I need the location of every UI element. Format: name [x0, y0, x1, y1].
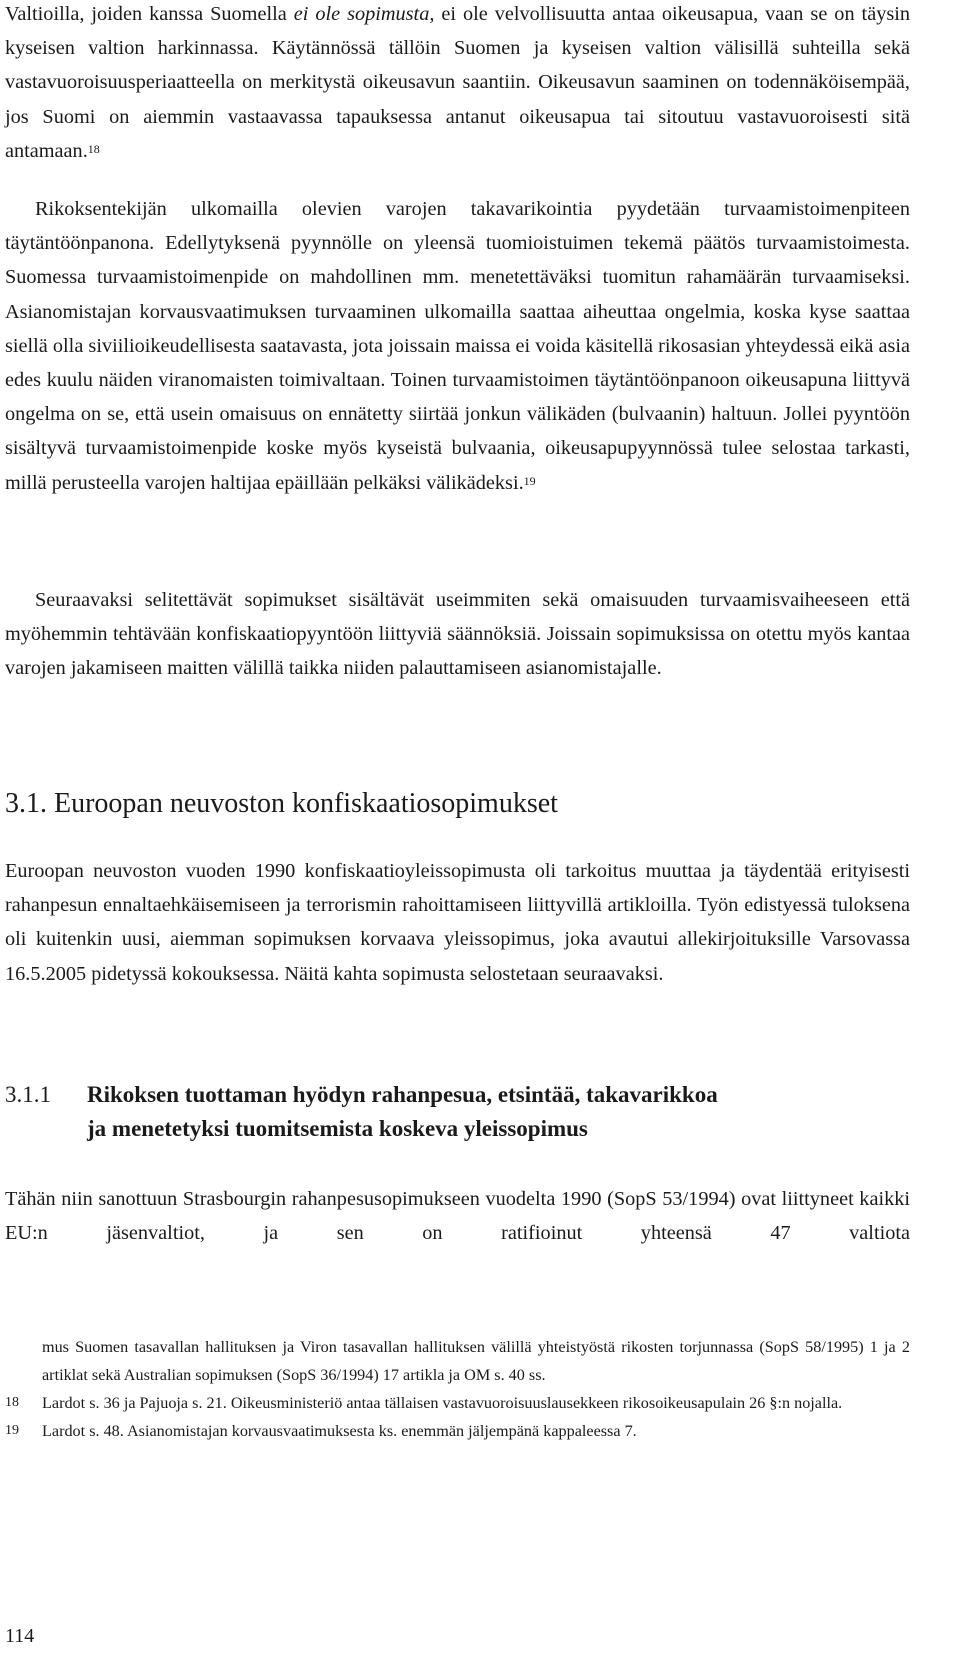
paragraph-legal-assistance-no-treaty [5, 0, 910, 168]
section-number: 3.1.1 [5, 1082, 51, 1107]
section-title-line: ja menetetyksi tuomitsemista koskeva yleissopimus [87, 1116, 588, 1141]
page-number: 114 [5, 1625, 35, 1647]
footnote-text: Lardot s. 36 ja Pajuoja s. 21. Oikeusministeriö antaa tällaisen vastavuoroisuuslausekkeen rikosoikeusapulain 26 §:n nojalla. [42, 1394, 843, 1412]
paragraph-text: Valtioilla, joiden kanssa Suomella [5, 3, 294, 25]
paragraph-text: ei ole velvollisuutta antaa oikeusapua, vaan se on täysin kyseisen valtion harkinnassa. Käytännössä tällöin Suomen ja kyseisen valtion välisillä suhteilla sekä vastavuoroisuusperiaatteella on merkitystä oikeusavun saantiin. Oikeusavun saaminen on todennäköisempää, jos Suomi on aiemmin vastaavassa tapauksessa antanut oikeusapua tai sitoutuu vastavuoroisesti sitä antamaan. [5, 3, 911, 162]
section-heading-3-1: 3.1. Euroopan neuvoston konfiskaatiosopimukset [5, 788, 558, 819]
footnote-19 [5, 1417, 910, 1445]
footnote-text: Lardot s. 48. Asianomistajan korvausvaatimuksesta ks. enemmän jäljempänä kappaleessa 7. [42, 1422, 637, 1440]
footnote-number: 19 [5, 1423, 19, 1438]
footnotes [5, 1333, 910, 1445]
emphasis-text: ei ole sopimusta, [293, 3, 435, 25]
footnote-reference[interactable]: 19 [523, 473, 536, 488]
paragraph-asset-seizure [5, 192, 910, 500]
paragraph-agreements-overview: Seuraavaksi selitettävät sopimukset sisältävät useimmiten sekä omaisuuden turvaamisvaiheeseen että myöhemmin tehtävään konfiskaatiopyyntöön liittyviä säännöksiä. Joissain sopimuksissa on otettu myös kantaa varojen jakamiseen maitten välillä taikka niiden palauttamiseen asianomistajalle. [5, 589, 910, 680]
footnote-number: 18 [5, 1395, 19, 1410]
footnote-18 [5, 1389, 910, 1417]
paragraph-text: Rikoksentekijän ulkomailla olevien varojen takavarikointia pyydetään turvaamistoimenpiteen täytäntöönpanona. Edellytyksenä pyynnölle on yleensä tuomioistuimen tekemä päätös turvaamistoimesta. Suomessa turvaamistoimenpide on mahdollinen mm. menetettäväksi tuomitun rahamäärän turvaamiseksi. Asianomistajan korvausvaatimuksen turvaaminen ulkomailla saattaa aiheuttaa ongelmia, koska kyse saattaa siellä olla siviilioikeudellisesta saatavasta, jota joissain maissa ei voida käsitellä rikosasian yhteydessä eikä asia edes kuulu näiden viranomaisten toimivaltaan. Toinen turvaamistoimen täytäntöönpanoon oikeusapuna liittyvä ongelma on se, että usein omaisuus on ennätetty siirtää jonkun välikäden (bulvaanin) haltuun. Jollei pyyntöön sisältyvä turvaamistoimenpide koske myös kyseistä bulvaania, oikeusapupyynnössä tulee selostaa tarkasti, millä perusteella varojen haltijaa epäillään pelkäksi välikädeksi. [5, 198, 910, 494]
paragraph-council-of-europe: Euroopan neuvoston vuoden 1990 konfiskaatioyleissopimusta oli tarkoitus muuttaa ja täydentää erityisesti rahanpesun ennaltaehkäisemiseen ja terrorismin rahoittamiseen liittyvillä artikloilla. Työn edistyessä tuloksena oli kuitenkin uusi, aiemman sopimuksen korvaava yleissopimus, joka avautui allekirjoituksille Varsovassa 16.5.2005 pidetyssä kokouksessa. Näitä kahta sopimusta selostetaan seuraavaksi. [5, 860, 910, 985]
footnote-continuation [5, 1333, 910, 1389]
footnote-reference[interactable]: 18 [87, 141, 100, 156]
paragraph-strasbourg-convention: Tähän niin sanottuun Strasbourgin rahanpesusopimukseen vuodelta 1990 (SopS 53/1994) ovat liittyneet kaikki EU:n jäsenvaltiot, ja sen on ratifioinut yhteensä 47 valtiota [5, 1188, 910, 1245]
footnote-text: mus Suomen tasavallan hallituksen ja Viron tasavallan hallituksen välillä yhteistyöstä rikosten torjunnassa (SopS 58/1995) 1 ja 2 artiklat sekä Australian sopimuksen (SopS 36/1994) 17 artikla ja OM s. 40 ss. [42, 1338, 910, 1384]
section-heading-3-1-1 [5, 1078, 718, 1146]
footnote-number-empty [5, 1333, 42, 1389]
section-title-line: Rikoksen tuottaman hyödyn rahanpesua, etsintää, takavarikkoa [87, 1082, 718, 1107]
